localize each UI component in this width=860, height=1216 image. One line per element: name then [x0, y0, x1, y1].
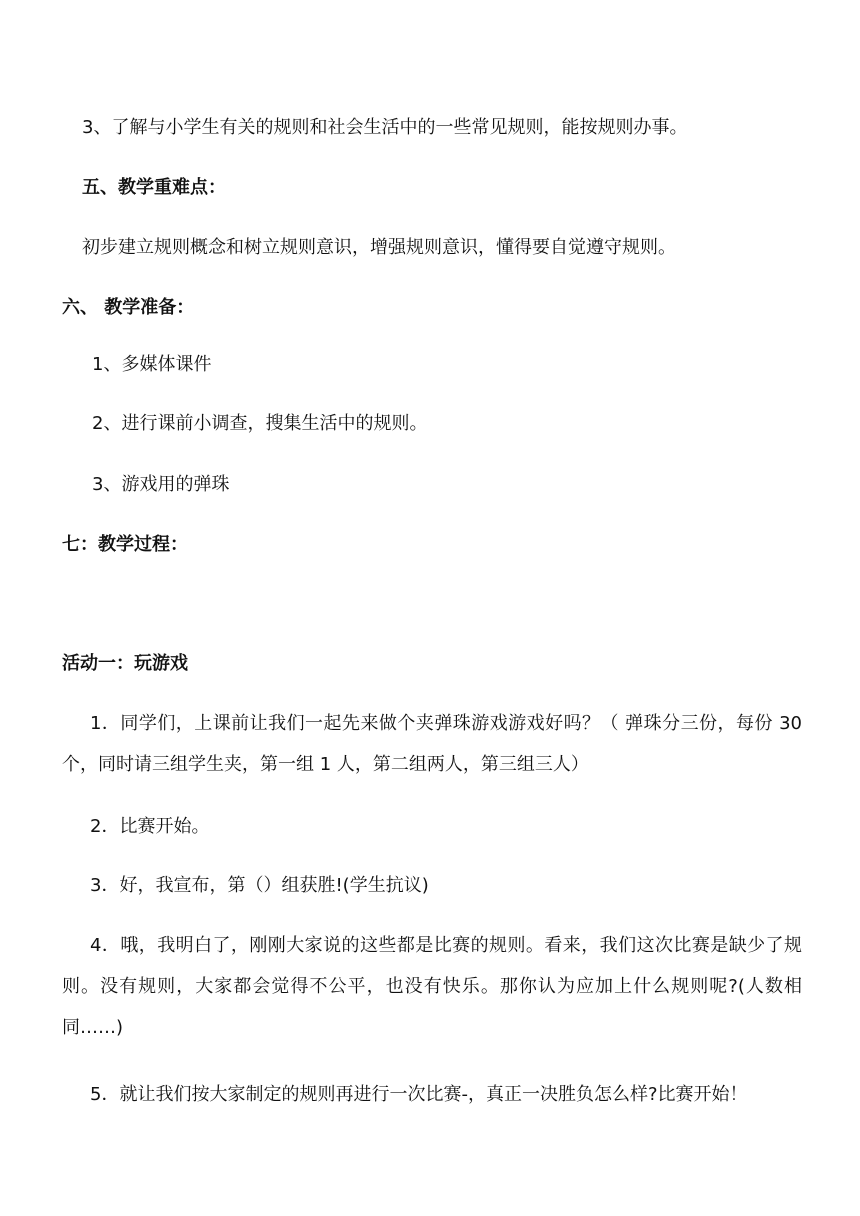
step-4: 4．哦，我明白了，刚刚大家说的这些都是比赛的规则。看来，我们这次比赛是缺少了规则。没有规则，大家都会觉得不公平，也没有快乐。那你认为应加上什么规则呢?(人数相同……)	[62, 935, 802, 1038]
step-1: 1．同学们，上课前让我们一起先来做个夹弹珠游戏游戏好吗？（ 弹珠分三份，每份 30 个，同时请三组学生夹，第一组 1 人，第二组两人，第三组三人）	[62, 713, 802, 775]
prep-item-3: 3、游戏用的弹珠	[92, 474, 230, 495]
prep-item-1: 1、多媒体课件	[92, 354, 212, 375]
step-5: 5．就让我们按大家制定的规则再进行一次比赛-，真正一决胜负怎么样?比赛开始！	[90, 1084, 748, 1105]
step-3: 3．好，我宣布，第（）组获胜!(学生抗议)	[90, 875, 429, 896]
section-5-title: 五、教学重难点：	[82, 177, 226, 198]
prep-item-2: 2、进行课前小调查，搜集生活中的规则。	[92, 413, 428, 434]
step-2: 2．比赛开始。	[90, 816, 210, 837]
section-7-title: 七：教学过程：	[62, 534, 188, 555]
activity-1-title: 活动一：玩游戏	[62, 653, 188, 674]
section-5-body: 初步建立规则概念和树立规则意识，增强规则意识，懂得要自觉遵守规则。	[82, 237, 676, 258]
objective-3: 3、了解与小学生有关的规则和社会生活中的一些常见规则，能按规则办事。	[82, 117, 688, 138]
section-6-title: 六、 教学准备：	[62, 297, 195, 318]
